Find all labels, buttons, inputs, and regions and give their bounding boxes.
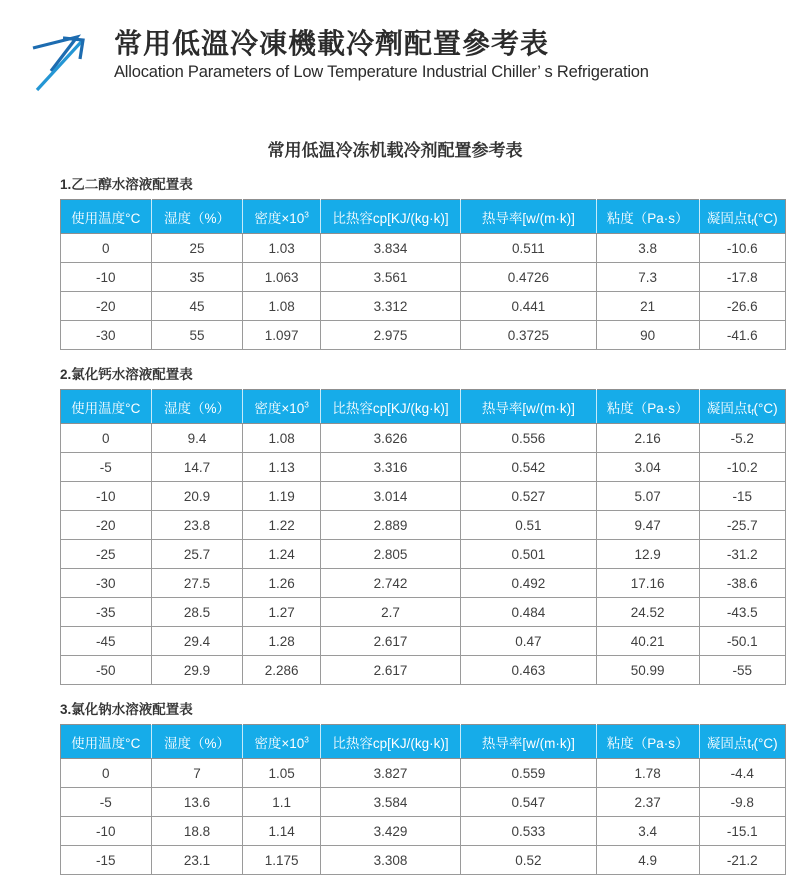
table-cell: -15 — [699, 482, 785, 511]
table-cell: 3.626 — [320, 424, 460, 453]
table-cell: 0.559 — [461, 759, 596, 788]
table-cell: 9.4 — [151, 424, 243, 453]
column-header: 使用温度°C — [61, 390, 152, 424]
table-cell: -4.4 — [699, 759, 785, 788]
column-header: 比热容cp[KJ/(kg·k)] — [320, 200, 460, 234]
table-row — [61, 759, 786, 788]
table-cell: -5.2 — [699, 424, 785, 453]
table-cell: 1.19 — [243, 482, 320, 511]
table-cell: 0.501 — [461, 540, 596, 569]
table-cell: 1.78 — [596, 759, 699, 788]
table-cell: 24.52 — [596, 598, 699, 627]
table-cell: -31.2 — [699, 540, 785, 569]
table-cell: 3.308 — [320, 846, 460, 875]
table-cell: 0.484 — [461, 598, 596, 627]
sodium-chloride-table — [60, 724, 786, 875]
table-cell: 7 — [151, 759, 243, 788]
table-cell: -10 — [61, 263, 152, 292]
table-cell: 25.7 — [151, 540, 243, 569]
table-cell: 0.4726 — [461, 263, 596, 292]
table-row — [61, 569, 786, 598]
table-cell: -5 — [61, 788, 152, 817]
table-cell: -9.8 — [699, 788, 785, 817]
table-cell: 3.827 — [320, 759, 460, 788]
table-cell: -10.2 — [699, 453, 785, 482]
column-header: 凝固点$t_f(^\circ C)$ — [699, 725, 785, 759]
table-cell: -55 — [699, 656, 785, 685]
table-cell: 0.492 — [461, 569, 596, 598]
table-cell: 40.21 — [596, 627, 699, 656]
column-header: 比热容cp[KJ/(kg·k)] — [320, 725, 460, 759]
table-cell: -41.6 — [699, 321, 785, 350]
column-header: 热导率[w/(m·k)] — [461, 390, 596, 424]
table-cell: 1.05 — [243, 759, 320, 788]
table-cell: 3.584 — [320, 788, 460, 817]
table-cell: 3.8 — [596, 234, 699, 263]
section-ethylene-glycol — [32, 173, 778, 350]
table-cell: 29.4 — [151, 627, 243, 656]
table-cell: 4.9 — [596, 846, 699, 875]
table-cell: 1.08 — [243, 424, 320, 453]
table-cell: 21 — [596, 292, 699, 321]
table-row — [61, 540, 786, 569]
table-cell: -25.7 — [699, 511, 785, 540]
table-cell: -15 — [61, 846, 152, 875]
table-cell: 3.834 — [320, 234, 460, 263]
table-cell: 0 — [61, 234, 152, 263]
table-cell: -25 — [61, 540, 152, 569]
column-header: 热导率[w/(m·k)] — [461, 725, 596, 759]
column-header: 凝固点$t_f(^\circ C)$ — [699, 200, 785, 234]
table-cell: -30 — [61, 569, 152, 598]
table-cell: 3.312 — [320, 292, 460, 321]
table-cell: 27.5 — [151, 569, 243, 598]
table-cell: -26.6 — [699, 292, 785, 321]
table-cell: -10 — [61, 482, 152, 511]
table-cell: 25 — [151, 234, 243, 263]
table-cell: 1.28 — [243, 627, 320, 656]
table-cell: 23.1 — [151, 846, 243, 875]
table-cell: 7.3 — [596, 263, 699, 292]
table-row — [61, 817, 786, 846]
table-cell: 45 — [151, 292, 243, 321]
table-cell: -20 — [61, 292, 152, 321]
column-header: 热导率[w/(m·k)] — [461, 200, 596, 234]
table-cell: 0.441 — [461, 292, 596, 321]
table-cell: 0.533 — [461, 817, 596, 846]
table-cell: -45 — [61, 627, 152, 656]
table-cell: 3.429 — [320, 817, 460, 846]
table-cell: 1.175 — [243, 846, 320, 875]
brand-text-block — [114, 26, 649, 82]
table-cell: 1.27 — [243, 598, 320, 627]
table-cell: 3.316 — [320, 453, 460, 482]
column-header: 使用温度°C — [61, 200, 152, 234]
table-cell: 2.742 — [320, 569, 460, 598]
table-cell: -50.1 — [699, 627, 785, 656]
table-cell: 2.16 — [596, 424, 699, 453]
table-cell: 1.24 — [243, 540, 320, 569]
ethylene-glycol-table — [60, 199, 786, 350]
table-cell: 1.097 — [243, 321, 320, 350]
table-cell: 2.617 — [320, 656, 460, 685]
column-header: 湿度（%） — [151, 390, 243, 424]
table-cell: -15.1 — [699, 817, 785, 846]
table-cell: 0.542 — [461, 453, 596, 482]
table-row — [61, 321, 786, 350]
calcium-chloride-table — [60, 389, 786, 685]
table-cell: 35 — [151, 263, 243, 292]
page-subtitle: Allocation Parameters of Low Temperature Industrial Chiller’ s Refrigeration — [114, 63, 649, 81]
arrow-up-right-logo-icon — [30, 28, 102, 94]
header-row — [61, 725, 786, 759]
table-row — [61, 263, 786, 292]
table-cell: 1.26 — [243, 569, 320, 598]
table-cell: 12.9 — [596, 540, 699, 569]
table-cell: 18.8 — [151, 817, 243, 846]
table-cell: 2.37 — [596, 788, 699, 817]
table-row — [61, 788, 786, 817]
tables-content — [32, 173, 778, 875]
table-cell: 1.22 — [243, 511, 320, 540]
table-cell: 0 — [61, 759, 152, 788]
table-cell: 1.03 — [243, 234, 320, 263]
header-row — [61, 200, 786, 234]
table-cell: 2.7 — [320, 598, 460, 627]
table-cell: 0.511 — [461, 234, 596, 263]
column-header: 使用温度°C — [61, 725, 152, 759]
table-cell: 29.9 — [151, 656, 243, 685]
table-cell: 0.51 — [461, 511, 596, 540]
table-row — [61, 482, 786, 511]
table-cell: 2.889 — [320, 511, 460, 540]
table-cell: -17.8 — [699, 263, 785, 292]
table-cell: 1.08 — [243, 292, 320, 321]
table-cell: 17.16 — [596, 569, 699, 598]
table-cell: 2.805 — [320, 540, 460, 569]
column-header: 粘度（Pa·s） — [596, 390, 699, 424]
table-cell: 0.547 — [461, 788, 596, 817]
table-cell: 0.3725 — [461, 321, 596, 350]
table-cell: -21.2 — [699, 846, 785, 875]
table-cell: 0.52 — [461, 846, 596, 875]
table-cell: 0 — [61, 424, 152, 453]
table-cell: 2.617 — [320, 627, 460, 656]
table-cell: -10 — [61, 817, 152, 846]
column-header: 密度$\times 10^3$ — [243, 390, 320, 424]
table-cell: 1.063 — [243, 263, 320, 292]
table-cell: 55 — [151, 321, 243, 350]
table-cell: 20.9 — [151, 482, 243, 511]
section-label-3: 3.氯化钠水溶液配置表 — [60, 702, 193, 717]
section-calcium-chloride — [32, 363, 778, 685]
column-header: 湿度（%） — [151, 200, 243, 234]
brand-header — [0, 0, 790, 94]
table-row — [61, 511, 786, 540]
table-cell: 3.4 — [596, 817, 699, 846]
table-row — [61, 292, 786, 321]
table-cell: 1.13 — [243, 453, 320, 482]
section-label-2: 2.氯化钙水溶液配置表 — [60, 367, 193, 382]
header-row — [61, 390, 786, 424]
table-cell: 0.556 — [461, 424, 596, 453]
column-header: 粘度（Pa·s） — [596, 200, 699, 234]
table-cell: -10.6 — [699, 234, 785, 263]
column-header: 湿度（%） — [151, 725, 243, 759]
column-header: 密度$\times 10^3$ — [243, 725, 320, 759]
column-header: 粘度（Pa·s） — [596, 725, 699, 759]
table-row — [61, 656, 786, 685]
table-row — [61, 453, 786, 482]
table-cell: -50 — [61, 656, 152, 685]
table-cell: 0.463 — [461, 656, 596, 685]
table-row — [61, 627, 786, 656]
table-cell: 2.975 — [320, 321, 460, 350]
table-cell: 3.04 — [596, 453, 699, 482]
table-cell: 3.014 — [320, 482, 460, 511]
table-cell: 50.99 — [596, 656, 699, 685]
section-sodium-chloride — [32, 698, 778, 875]
table-cell: 5.07 — [596, 482, 699, 511]
table-cell: 0.527 — [461, 482, 596, 511]
table-cell: 1.14 — [243, 817, 320, 846]
column-header: 比热容cp[KJ/(kg·k)] — [320, 390, 460, 424]
table-row — [61, 234, 786, 263]
document-title: 常用低温冷冻机载冷剂配置参考表 — [267, 141, 523, 160]
table-row — [61, 424, 786, 453]
table-cell: 1.1 — [243, 788, 320, 817]
table-cell: 23.8 — [151, 511, 243, 540]
table-cell: -43.5 — [699, 598, 785, 627]
table-cell: 9.47 — [596, 511, 699, 540]
table-cell: 28.5 — [151, 598, 243, 627]
column-header: 密度$\times 10^3$ — [243, 200, 320, 234]
table-cell: -38.6 — [699, 569, 785, 598]
page-title: 常用低溫冷凍機載冷劑配置參考表 — [114, 28, 550, 59]
table-cell: 2.286 — [243, 656, 320, 685]
table-row — [61, 598, 786, 627]
table-cell: -20 — [61, 511, 152, 540]
table-cell: -30 — [61, 321, 152, 350]
column-header: 凝固点$t_f(^\circ C)$ — [699, 390, 785, 424]
table-cell: 14.7 — [151, 453, 243, 482]
section-label-1: 1.乙二醇水溶液配置表 — [60, 177, 193, 192]
table-cell: 3.561 — [320, 263, 460, 292]
table-cell: 90 — [596, 321, 699, 350]
table-cell: 13.6 — [151, 788, 243, 817]
table-row — [61, 846, 786, 875]
table-cell: -5 — [61, 453, 152, 482]
table-cell: 0.47 — [461, 627, 596, 656]
table-cell: -35 — [61, 598, 152, 627]
